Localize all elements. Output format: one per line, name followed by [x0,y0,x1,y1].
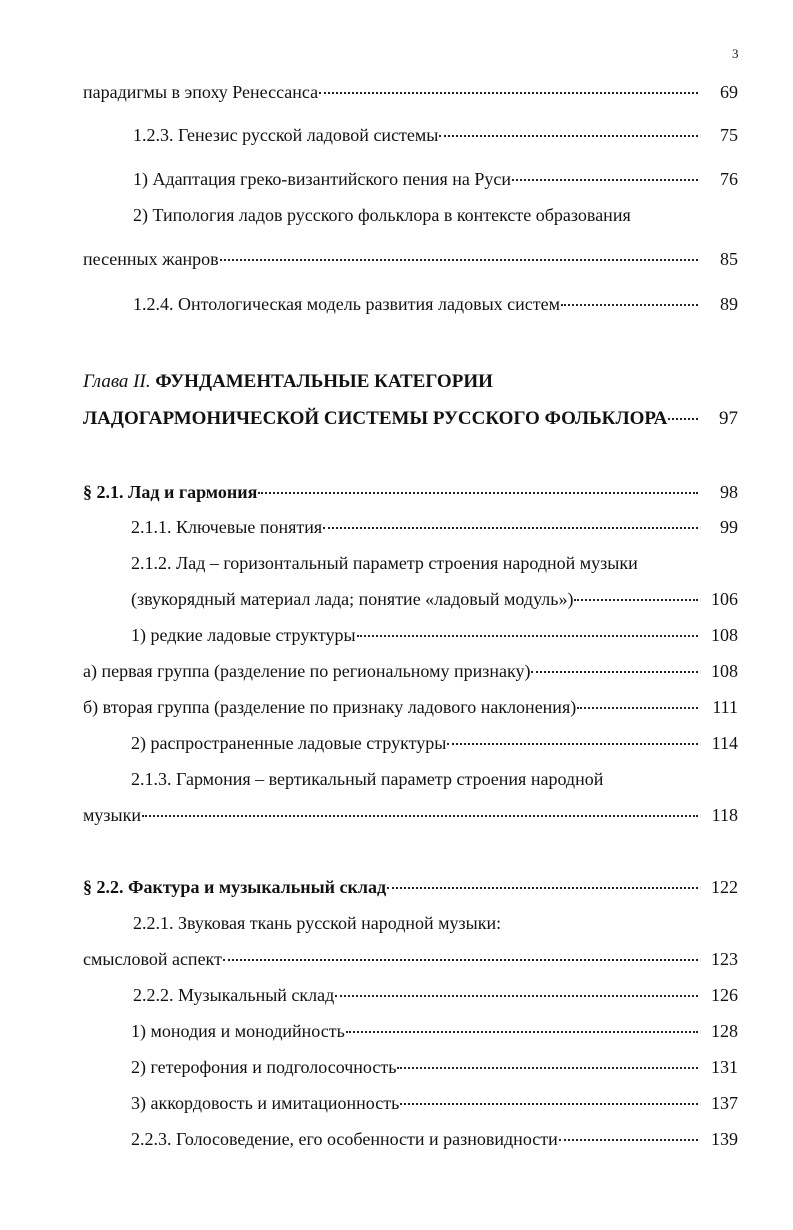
page-number: 3 [732,46,739,61]
toc-entry[interactable] [83,661,738,685]
toc-entry-page: 85 [720,249,738,269]
dot-leader [400,1103,698,1105]
toc-entry-page: 69 [720,82,738,102]
toc-entry-page: 108 [711,625,738,645]
toc-entry-page: 97 [719,408,738,429]
toc-entry[interactable] [83,169,738,193]
toc-entry[interactable] [83,697,738,721]
toc-entry[interactable] [83,913,738,937]
toc-entry[interactable] [83,1057,738,1081]
toc-entry-title: (звукорядный материал лада; понятие «ладовый модуль») [131,589,574,609]
dot-leader [258,492,698,494]
dot-leader [346,1031,698,1033]
dot-leader [397,1067,698,1069]
section-title: § 2.1. Лад и гармония [83,482,258,502]
toc-entry[interactable] [83,805,738,829]
toc-entry[interactable] [83,125,738,149]
dot-leader [357,635,698,637]
toc-entry-page: 89 [720,294,738,314]
toc-entry[interactable] [83,1129,738,1153]
toc-entry-title: 2.2.2. Музыкальный склад [133,985,335,1005]
toc-entry-title: 3) аккордовость и имитационность [131,1093,400,1113]
toc-entry-page: 75 [720,125,738,145]
toc-entry-title: 2.1.1. Ключевые понятия [131,517,323,537]
dot-leader [223,959,698,961]
toc-entry[interactable] [83,625,738,649]
dot-leader [531,671,698,673]
toc-entry[interactable] [83,517,738,541]
toc-entry-title: б) вторая группа (разделение по признаку ладового наклонения) [83,697,577,717]
toc-entry-page: 106 [711,589,738,609]
toc-entry-title: смысловой аспект [83,949,222,969]
toc-entry-title: 1) Адаптация греко-византийского пения на Руси [133,169,512,189]
toc-entry-page: 111 [712,697,738,717]
toc-entry-page: 118 [711,805,738,825]
section-heading[interactable] [83,482,738,506]
toc-entry-title: 2.2.1. Звуковая ткань русской народной музыки: [133,913,502,933]
section-heading[interactable] [83,877,738,901]
dot-leader [668,418,698,420]
chapter-heading[interactable] [83,408,738,432]
section-title: § 2.2. Фактура и музыкальный склад [83,877,387,897]
dot-leader [220,259,698,261]
chapter-prefix: Глава II. [83,371,151,392]
toc-entry-page: 76 [720,169,738,189]
toc-entry-page: 126 [711,985,738,1005]
toc-entry-title: 2) Типология ладов русского фольклора в контексте образования [133,205,631,225]
toc-entry[interactable] [83,985,738,1009]
toc-entry-title: 1.2.4. Онтологическая модель развития ладовых систем [133,294,561,314]
toc-entry[interactable] [83,769,738,793]
toc-entry[interactable] [83,1093,738,1117]
chapter-title: ФУНДАМЕНТАЛЬНЫЕ КАТЕГОРИИ [155,371,493,392]
toc-entry-title: музыки [83,805,141,825]
toc-entry-page: 128 [711,1021,738,1041]
toc-entry-page: 122 [711,877,738,897]
toc-entry[interactable] [83,949,738,973]
toc-entry-page: 114 [711,733,738,753]
toc-entry-title: 1.2.3. Генезис русской ладовой системы [133,125,439,145]
toc-entry-title: 2.1.3. Гармония – вертикальный параметр строения народной [131,769,604,789]
toc-entry[interactable] [83,733,738,757]
chapter-title: ЛАДОГАРМОНИЧЕСКОЙ СИСТЕМЫ РУССКОГО ФОЛЬКЛОРА [83,408,668,429]
dot-leader [142,815,698,817]
toc-entry-title: 1) монодия и монодийность [131,1021,345,1041]
dot-leader [335,995,698,997]
toc-entry-page: 131 [711,1057,738,1077]
toc-entry[interactable] [83,205,738,229]
toc-entry-page: 98 [720,482,738,502]
toc-entry-page: 139 [711,1129,738,1149]
toc-entry[interactable] [83,589,738,613]
toc-entry[interactable] [83,249,738,273]
toc-entry[interactable] [83,1021,738,1045]
dot-leader [574,599,698,601]
toc-entry-title: 2.2.3. Голосоведение, его особенности и разновидности [131,1129,558,1149]
toc-entry-title: 2.1.2. Лад – горизонтальный параметр строения народной музыки [131,553,638,573]
toc-entry[interactable] [83,82,738,106]
toc-entry-title: 2) распространенные ладовые структуры [131,733,447,753]
dot-leader [323,527,698,529]
dot-leader [447,743,698,745]
chapter-heading[interactable] [83,371,738,395]
dot-leader [561,304,698,306]
toc-entry-title: 2) гетерофония и подголосочность [131,1057,397,1077]
dot-leader [559,1139,698,1141]
toc-entry-page: 137 [711,1093,738,1113]
dot-leader [319,92,698,94]
toc-entry-title: 1) редкие ладовые структуры [131,625,356,645]
toc-entry-page: 99 [720,517,738,537]
toc-entry[interactable] [83,553,738,577]
toc-entry-page: 108 [711,661,738,681]
toc-entry[interactable] [83,294,738,318]
toc-entry-page: 123 [711,949,738,969]
dot-leader [387,887,698,889]
dot-leader [577,707,698,709]
toc-entry-title: парадигмы в эпоху Ренессанса [83,82,319,102]
toc-entry-title: а) первая группа (разделение по региональному признаку) [83,661,531,681]
dot-leader [512,179,698,181]
dot-leader [439,135,698,137]
toc-entry-title: песенных жанров [83,249,219,269]
